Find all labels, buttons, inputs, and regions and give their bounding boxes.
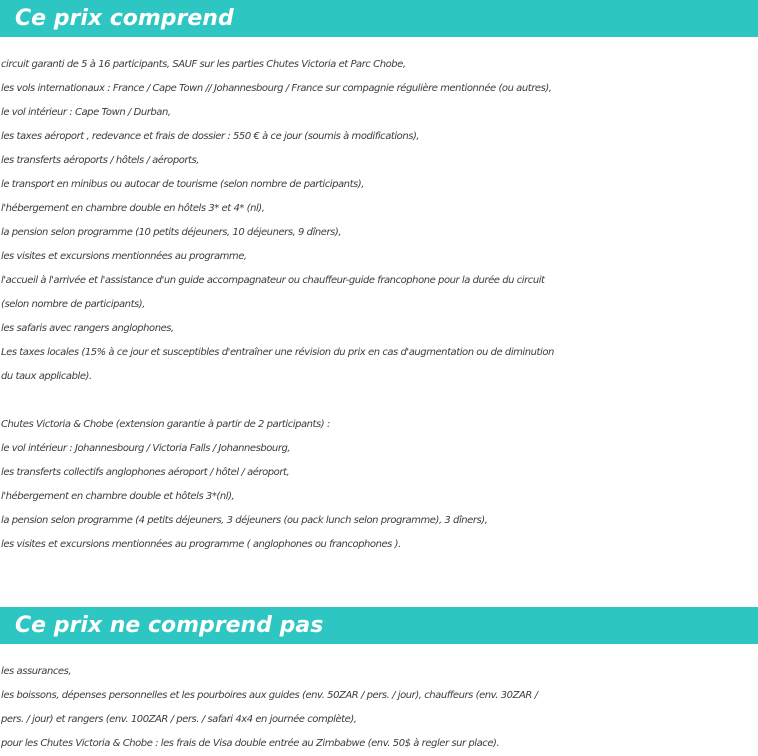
list-item: le transport en minibus ou autocar de tourisme (selon nombre de participants),: [1, 179, 364, 190]
list-item: les safaris avec rangers anglophones,: [1, 323, 174, 334]
list-item: le vol intérieur : Cape Town / Durban,: [1, 107, 171, 118]
list-item: les transferts collectifs anglophones aéroport / hôtel / aéroport,: [1, 467, 290, 478]
list-item: l'hébergement en chambre double en hôtels 3* et 4* (nl),: [1, 203, 265, 214]
list-item: les visites et excursions mentionnées au programme ( anglophones ou francophones ).: [1, 539, 401, 550]
list-item: la pension selon programme (4 petits déjeuners, 3 déjeuners (ou pack lunch selon programme), 3 dîners),: [1, 515, 488, 526]
includes-header: [0, 0, 758, 37]
excludes-title: Ce prix ne comprend pas: [15, 613, 324, 638]
list-item: l'accueil à l'arrivée et l'assistance d'un guide accompagnateur ou chauffeur-guide francophone pour la durée du circuit: [1, 275, 545, 286]
list-item: les visites et excursions mentionnées au programme,: [1, 251, 247, 262]
includes-title: Ce prix comprend: [15, 6, 234, 31]
list-item: du taux applicable).: [1, 371, 92, 382]
excludes-section: [0, 607, 758, 749]
list-item: le vol intérieur : Johannesbourg / Victoria Falls / Johannesbourg,: [1, 443, 291, 454]
excludes-header: [0, 607, 758, 644]
extension-heading: Chutes Victoria & Chobe (extension garantie à partir de 2 participants) :: [1, 419, 330, 430]
list-item: les assurances,: [1, 666, 72, 677]
list-item: pers. / jour) et rangers (env. 100ZAR / pers. / safari 4x4 en journée complète),: [1, 714, 357, 725]
list-item: les boissons, dépenses personnelles et les pourboires aux guides (env. 50ZAR / pers. / jour), chauffeurs (env. 30ZAR /: [1, 690, 538, 701]
list-item: les vols internationaux : France / Cape Town // Johannesbourg / France sur compagnie régulière mentionnée (ou autres),: [1, 83, 552, 94]
list-item: les taxes aéroport , redevance et frais de dossier : 550 € à ce jour (soumis à modifications),: [1, 131, 420, 142]
list-item: Les taxes locales (15% à ce jour et susceptibles d'entraîner une révision du prix en cas d'augmentation ou de diminution: [1, 347, 554, 358]
list-item: l'hébergement en chambre double et hôtels 3*(nl),: [1, 491, 235, 502]
excludes-list: [0, 660, 758, 756]
list-item: (selon nombre de participants),: [1, 299, 145, 310]
list-item: la pension selon programme (10 petits déjeuners, 10 déjeuners, 9 dîners),: [1, 227, 342, 238]
list-item: circuit garanti de 5 à 16 participants, SAUF sur les parties Chutes Victoria et Parc Chobe,: [1, 59, 406, 70]
list-item: les transferts aéroports / hôtels / aéroports,: [1, 155, 200, 166]
blank-line: [0, 389, 758, 413]
list-item: pour les Chutes Victoria & Chobe : les frais de Visa double entrée au Zimbabwe (env. 50$ à regler sur place).: [1, 738, 500, 749]
includes-list: [0, 53, 758, 557]
